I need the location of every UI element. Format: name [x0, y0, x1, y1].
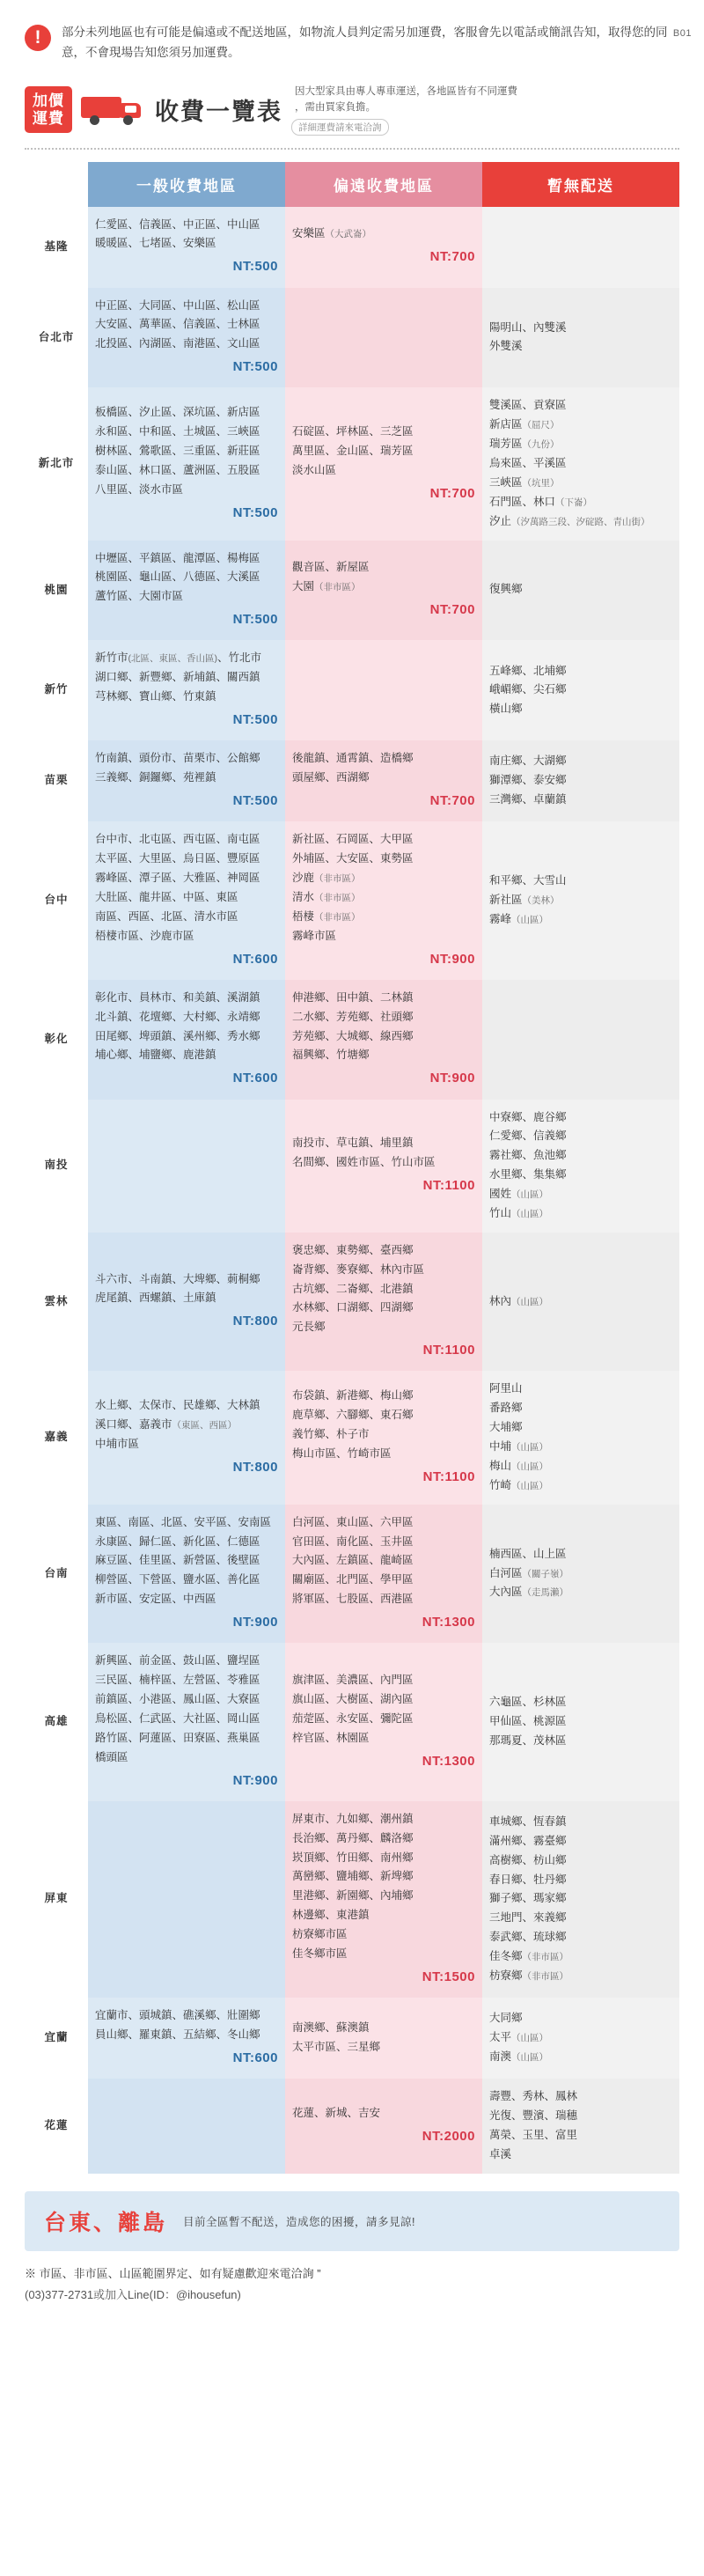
footer-title: 台東、離島	[44, 2210, 168, 2235]
footer-note-line1: ※ 市區、非市區、山區範圍界定、如有疑慮歡迎來電洽詢 ”	[25, 2266, 321, 2280]
cell-normal	[88, 1998, 285, 2079]
price-label: NT:600	[232, 951, 278, 967]
price-label: NT:2000	[422, 2128, 475, 2144]
area-list: 宜蘭市、頭城鎮、礁溪鄉、壯圍鄉 員山鄉、羅東鎮、五結鄉、冬山鄉	[95, 2009, 260, 2041]
exclamation-icon: !	[25, 25, 51, 51]
banner-sub-line2: ，需由買家負擔。	[295, 101, 376, 113]
cell-remote	[285, 1998, 482, 2079]
cell-remote	[285, 1233, 482, 1372]
price-label: NT:900	[429, 1071, 475, 1086]
cell-normal	[88, 1801, 285, 1998]
region-label: 花蓮	[25, 2079, 88, 2174]
price-label: NT:500	[232, 712, 278, 727]
area-list: 斗六市、斗南鎮、大埤鄉、莿桐鄉 虎尾鎮、西螺鎮、土庫鎮	[95, 1272, 260, 1305]
banner-note: 詳細運費請來電洽詢	[291, 119, 389, 136]
corner-code: B01	[672, 28, 692, 39]
area-list: 水上鄉、太保市、民雄鄉、大林鎮 溪口鄉、嘉義市（東區、西區） 中埔市區	[95, 1399, 260, 1450]
area-list: 花蓮、新城、吉安	[292, 2106, 381, 2119]
cell-remote	[285, 1100, 482, 1233]
table-row	[25, 821, 679, 980]
cell-none	[482, 1643, 679, 1801]
cell-normal	[88, 740, 285, 821]
header-blank	[25, 162, 88, 207]
footer-note-line2: (03)377-2731或加入Line(ID：@ihousefun)	[25, 2287, 241, 2301]
price-label: NT:500	[232, 259, 278, 275]
region-label: 新竹	[25, 640, 88, 740]
cell-none	[482, 1233, 679, 1372]
header-normal-area: 一般收費地區	[88, 162, 285, 207]
area-list: 五峰鄉、北埔鄉 峨嵋鄉、尖石鄉 橫山鄉	[489, 664, 567, 716]
area-list: 壽豐、秀林、鳳林 光復、豐濱、瑞穗 萬榮、玉里、富里 卓溪	[489, 2090, 578, 2160]
area-list: 褒忠鄉、東勢鄉、臺西鄉 崙背鄉、麥寮鄉、林內市區 古坑鄉、二崙鄉、北港鎮 水林鄉、口湖鄉、四湖鄉 元長鄉	[292, 1243, 425, 1334]
area-list: 阿里山 番路鄉 大埔鄉 中埔（山區） 梅山（山區） 竹崎（山區）	[489, 1382, 549, 1491]
area-list: 林內（山區）	[489, 1294, 549, 1307]
area-list: 和平鄉、大雪山 新社區（美林） 霧峰（山區）	[489, 874, 567, 925]
cell-remote	[285, 207, 482, 288]
notice-text: 部分未列地區也有可能是偏遠或不配送地區，如物流人員判定需另加運費，客服會先以電話或簡訊告知，取得您的同意，不會現場告知您須另加運費。	[62, 26, 668, 59]
footer-note	[25, 2263, 679, 2306]
price-label: NT:800	[232, 1459, 278, 1475]
cell-remote	[285, 821, 482, 980]
area-list: 東區、南區、北區、安平區、安南區 永康區、歸仁區、新化區、仁德區 麻豆區、佳里區、新營區、後壁區 柳營區、下營區、鹽水區、善化區 新市區、安定區、中西區	[95, 1515, 272, 1606]
cell-normal	[88, 1233, 285, 1372]
price-label: NT:1300	[422, 1615, 475, 1630]
price-label: NT:600	[232, 1071, 278, 1086]
region-label: 台北市	[25, 288, 88, 388]
cell-remote	[285, 1371, 482, 1504]
cell-none	[482, 980, 679, 1100]
cell-none	[482, 1100, 679, 1233]
cell-none	[482, 640, 679, 740]
cell-none	[482, 1505, 679, 1644]
area-list: 新興區、前金區、鼓山區、鹽埕區 三民區、楠梓區、左營區、苓雅區 前鎮區、小港區、鳳山區、大寮區 鳥松區、仁武區、大社區、岡山區 路竹區、阿蓮區、田寮區、燕巢區 橋頭區	[95, 1654, 260, 1763]
region-label: 高雄	[25, 1643, 88, 1801]
cell-normal	[88, 541, 285, 641]
cell-none	[482, 740, 679, 821]
table-row	[25, 1371, 679, 1504]
cell-normal	[88, 821, 285, 980]
area-list: 彰化市、員林市、和美鎮、溪湖鎮 北斗鎮、花壇鄉、大村鄉、永靖鄉 田尾鄉、埤頭鎮、溪州鄉、秀水鄉 埔心鄉、埔鹽鄉、鹿港鎮	[95, 990, 260, 1062]
footer-desc: 目前全區暫不配送，造成您的困擾，請多見諒!	[183, 2215, 415, 2228]
cell-normal	[88, 288, 285, 388]
area-list: 南投市、草屯鎮、埔里鎮 名間鄉、國姓市區、竹山市區	[292, 1137, 436, 1168]
table-row	[25, 740, 679, 821]
cell-remote	[285, 387, 482, 540]
table-row	[25, 207, 679, 288]
cell-none	[482, 1998, 679, 2079]
area-list: 新竹市(北區、東區、香山區)、竹北市 湖口鄉、新豐鄉、新埔鎮、關西鎮 芎林鄉、寶山鄉、竹東鎮	[95, 651, 262, 703]
area-list: 旗津區、美濃區、內門區 旗山區、大樹區、湖內區 茄萣區、永安區、彌陀區 梓官區、林園區	[292, 1674, 414, 1744]
cell-normal	[88, 2079, 285, 2174]
footer-bar	[25, 2191, 679, 2251]
area-list: 新社區、石岡區、大甲區 外埔區、大安區、東勢區 沙鹿（非市區） 清水（非市區） 梧棲（非市區） 霧峰市區	[292, 833, 414, 942]
area-list: 白河區、東山區、六甲區 官田區、南化區、玉井區 大內區、左鎮區、龍崎區 關廟區、北門區、學甲區 將軍區、七股區、西港區	[292, 1515, 414, 1606]
area-list: 中寮鄉、鹿谷鄉 仁愛鄉、信義鄉 霧社鄉、魚池鄉 水里鄉、集集鄉 國姓（山區） 竹山（山區）	[489, 1110, 567, 1219]
area-list: 竹南鎮、頭份市、苗栗市、公館鄉 三義鄉、銅鑼鄉、苑裡鎮	[95, 752, 260, 784]
price-label: NT:700	[429, 249, 475, 265]
price-label: NT:1100	[422, 1468, 475, 1484]
price-label: NT:900	[429, 951, 475, 967]
price-label: NT:500	[232, 359, 278, 375]
region-label: 桃園	[25, 541, 88, 641]
cell-none	[482, 1371, 679, 1504]
area-list: 台中市、北屯區、西屯區、南屯區 太平區、大里區、烏日區、豐原區 霧峰區、潭子區、大雅區、神岡區 大肚區、龍井區、中區、東區 南區、西區、北區、清水市區 梧棲市區、沙鹿市區	[95, 833, 260, 942]
price-label: NT:500	[232, 504, 278, 520]
price-label: NT:700	[429, 485, 475, 501]
cell-normal	[88, 207, 285, 288]
area-list: 布袋鎮、新港鄉、梅山鄉 鹿草鄉、六腳鄉、東石鄉 義竹鄉、朴子市 梅山市區、竹崎市區	[292, 1389, 414, 1460]
table-row	[25, 640, 679, 740]
cell-normal	[88, 1643, 285, 1801]
cell-remote	[285, 640, 482, 740]
area-list: 觀音區、新屋區 大園（非市區）	[292, 561, 370, 593]
cell-none	[482, 821, 679, 980]
cell-remote	[285, 1643, 482, 1801]
region-label: 彰化	[25, 980, 88, 1100]
cell-none	[482, 288, 679, 388]
dotted-divider	[25, 148, 679, 150]
area-list: 後龍鎮、通霄鎮、造橋鄉 頭屋鄉、西湖鄉	[292, 752, 414, 784]
banner	[25, 81, 679, 144]
price-label: NT:700	[429, 602, 475, 618]
area-list: 中正區、大同區、中山區、松山區 大安區、萬華區、信義區、士林區 北投區、內湖區、南港區、文山區	[95, 298, 260, 350]
region-label: 嘉義	[25, 1371, 88, 1504]
area-list: 陽明山、內雙溪 外雙溪	[489, 320, 567, 353]
truck-icon	[81, 93, 146, 127]
cell-remote	[285, 740, 482, 821]
cell-remote	[285, 288, 482, 388]
cell-none	[482, 1801, 679, 1998]
cell-remote	[285, 1505, 482, 1644]
cell-normal	[88, 1371, 285, 1504]
region-label: 基隆	[25, 207, 88, 288]
table-row	[25, 1100, 679, 1233]
price-label: NT:1100	[422, 1177, 475, 1193]
cell-none	[482, 2079, 679, 2174]
banner-sub-line1: 因大型家具由專人專車運送，各地區皆有不同運費	[295, 85, 517, 97]
price-label: NT:500	[232, 793, 278, 808]
cell-remote	[285, 980, 482, 1100]
region-label: 台中	[25, 821, 88, 980]
banner-title: 收費一覽表	[155, 99, 282, 126]
region-label: 新北市	[25, 387, 88, 540]
cell-none	[482, 541, 679, 641]
region-label: 宜蘭	[25, 1998, 88, 2079]
table-header-row	[25, 162, 679, 207]
table-row	[25, 1233, 679, 1372]
price-label: NT:800	[232, 1314, 278, 1329]
price-label: NT:1100	[422, 1343, 475, 1358]
surcharge-badge: 加價 運費	[25, 86, 72, 133]
table-row	[25, 1998, 679, 2079]
table-row	[25, 1643, 679, 1801]
header-no-delivery: 暫無配送	[482, 162, 679, 207]
region-label: 台南	[25, 1505, 88, 1644]
table-row	[25, 980, 679, 1100]
area-list: 車城鄉、恆春鎮 滿州鄉、霧臺鄉 高樹鄉、枋山鄉 春日鄉、牡丹鄉 獅子鄉、瑪家鄉 三地門、來義鄉 泰武鄉、琉球鄉 佳冬鄉（非市區） 枋寮鄉（非市區）	[489, 1814, 569, 1982]
region-label: 苗栗	[25, 740, 88, 821]
region-label: 屏東	[25, 1801, 88, 1998]
area-list: 復興鄉	[489, 583, 523, 596]
area-list: 南澳鄉、蘇澳鎮 太平市區、三星鄉	[292, 2021, 381, 2053]
table-row	[25, 288, 679, 388]
table-row	[25, 2079, 679, 2174]
region-label: 南投	[25, 1100, 88, 1233]
price-label: NT:900	[232, 1772, 278, 1788]
price-label: NT:1500	[422, 1969, 475, 1984]
area-list: 雙溪區、貢寮區 新店區（屈尺） 瑞芳區（九份） 烏來區、平溪區 三峽區（坑里） 石門區、林口（下崙） 汐止（汐萬路三段、汐碇路、青山街）	[489, 399, 650, 527]
cell-remote	[285, 541, 482, 641]
area-list: 安樂區（大武崙）	[292, 227, 372, 240]
cell-none	[482, 387, 679, 540]
cell-none	[482, 207, 679, 288]
area-list: 南庄鄉、大湖鄉 獅潭鄉、泰安鄉 三灣鄉、卓蘭鎮	[489, 754, 567, 806]
area-list: 石碇區、坪林區、三芝區 萬里區、金山區、瑞芳區 淡水山區	[292, 425, 414, 476]
area-list: 屏東市、九如鄉、潮州鎮 長治鄉、萬丹鄉、麟洛鄉 崁頂鄉、竹田鄉、南州鄉 萬巒鄉、鹽埔鄉、新埤鄉 里港鄉、新園鄉、內埔鄉 林邊鄉、東港鎮 枋寮鄉市區 佳冬鄉市區	[292, 1812, 414, 1960]
region-label: 雲林	[25, 1233, 88, 1372]
cell-remote	[285, 1801, 482, 1998]
cell-normal	[88, 640, 285, 740]
area-list: 六龜區、杉林區 甲仙區、桃源區 那瑪夏、茂林區	[489, 1696, 567, 1747]
cell-normal	[88, 1100, 285, 1233]
area-list: 楠西區、山上區 白河區（關子嶺） 大內區（走馬瀨）	[489, 1547, 569, 1599]
cell-remote	[285, 2079, 482, 2174]
cell-normal	[88, 980, 285, 1100]
table-row	[25, 541, 679, 641]
cell-normal	[88, 387, 285, 540]
top-notice	[25, 23, 679, 76]
table-row	[25, 387, 679, 540]
price-label: NT:700	[429, 793, 475, 808]
area-list: 伸港鄉、田中鎮、二林鎮 二水鄉、芳苑鄉、社頭鄉 芳苑鄉、大城鄉、線西鄉 福興鄉、竹塘鄉	[292, 990, 414, 1062]
table-row	[25, 1801, 679, 1998]
area-list: 大同鄉 太平（山區） 南澳（山區）	[489, 2012, 549, 2063]
area-list: 中壢區、平鎮區、龍潭區、楊梅區 桃園區、龜山區、八德區、大溪區 蘆竹區、大園市區	[95, 551, 260, 603]
price-label: NT:1300	[422, 1753, 475, 1769]
area-list: 仁愛區、信義區、中正區、中山區 暖暖區、七堵區、安樂區	[95, 217, 260, 250]
price-label: NT:600	[232, 2050, 278, 2065]
price-label: NT:900	[232, 1615, 278, 1630]
fee-table	[25, 162, 679, 2174]
table-row	[25, 1505, 679, 1644]
header-remote-area: 偏遠收費地區	[285, 162, 482, 207]
cell-normal	[88, 1505, 285, 1644]
fee-table-page	[0, 23, 704, 2576]
price-label: NT:500	[232, 612, 278, 628]
area-list: 板橋區、汐止區、深坑區、新店區 永和區、中和區、土城區、三峽區 樹林區、鶯歌區、三重區、新莊區 泰山區、林口區、蘆洲區、五股區 八里區、淡水市區	[95, 406, 260, 496]
